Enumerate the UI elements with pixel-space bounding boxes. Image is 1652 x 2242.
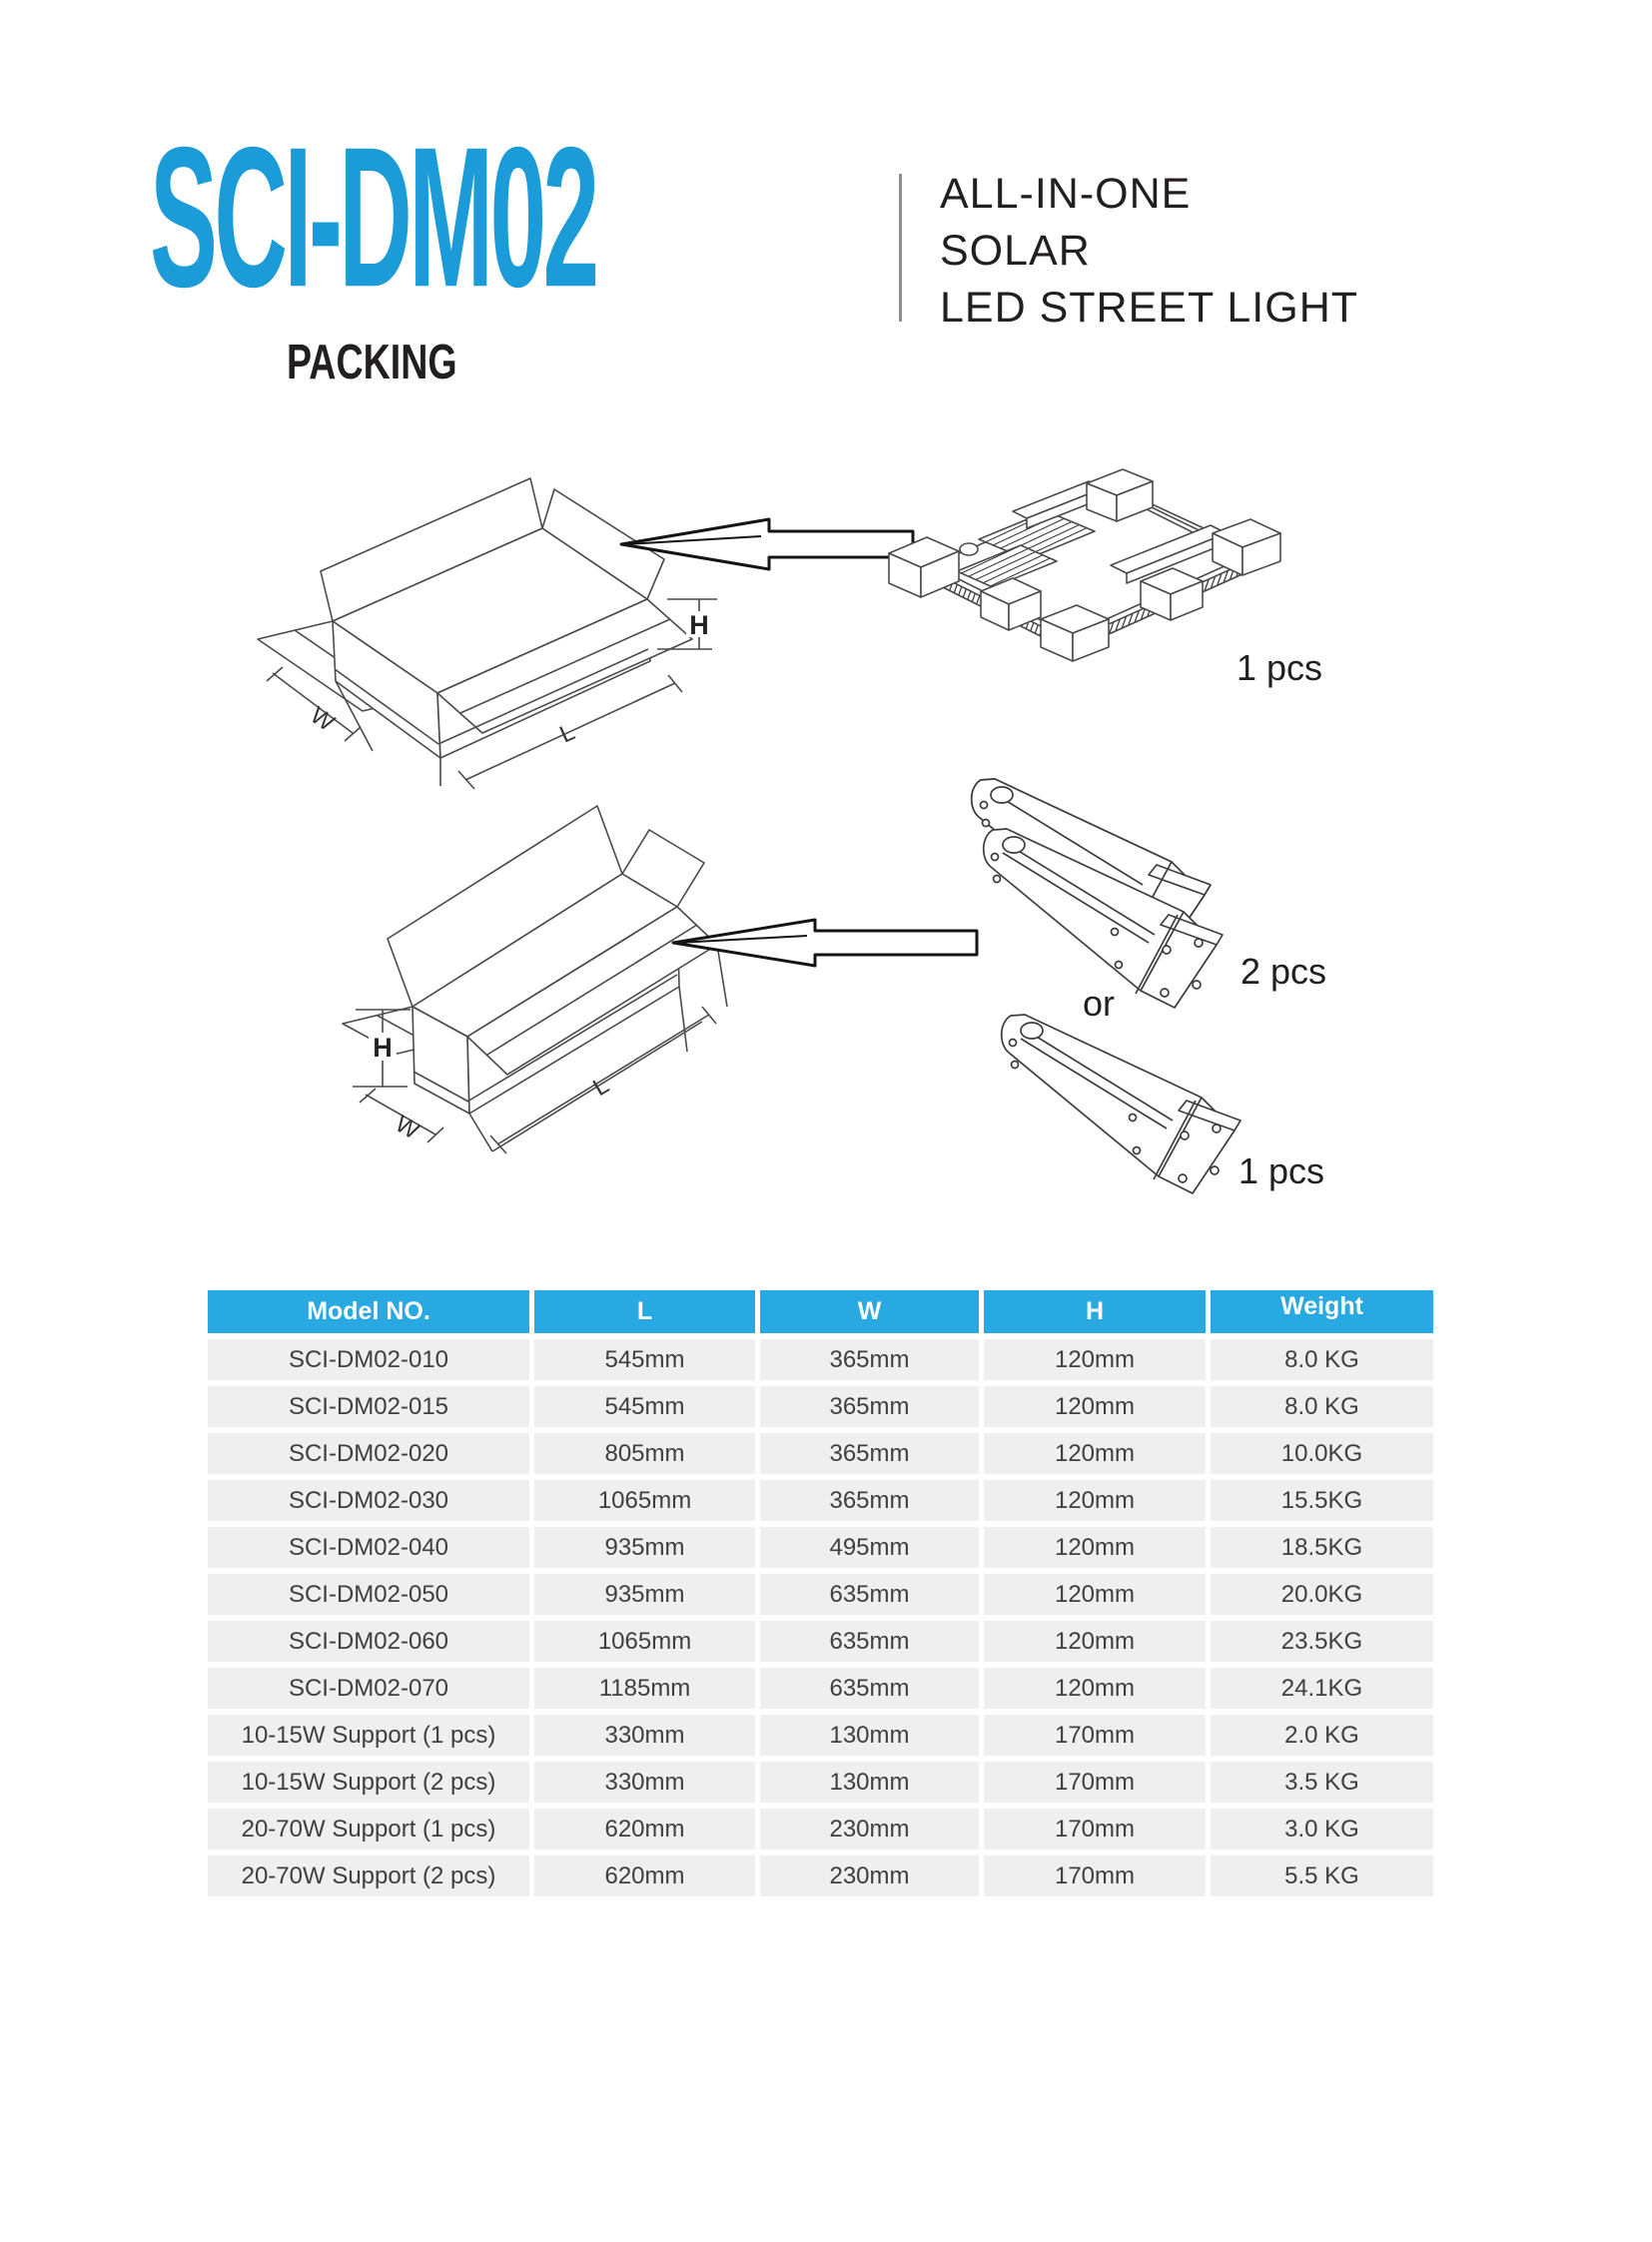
cell-h: 120mm bbox=[984, 1339, 1206, 1380]
cell-w: 230mm bbox=[760, 1809, 979, 1850]
cell-l: 1185mm bbox=[534, 1668, 755, 1709]
cell-model: SCI-DM02-010 bbox=[208, 1339, 529, 1380]
table-row bbox=[208, 1339, 1433, 1380]
col-header-weight: Weight bbox=[1211, 1290, 1433, 1333]
box2-h-label: H bbox=[373, 1033, 393, 1063]
cell-h: 120mm bbox=[984, 1386, 1206, 1427]
cell-weight: 15.5KG bbox=[1211, 1480, 1433, 1521]
cell-weight: 24.1KG bbox=[1211, 1668, 1433, 1709]
cell-model: SCI-DM02-050 bbox=[208, 1574, 529, 1615]
table-row bbox=[208, 1574, 1433, 1615]
header-divider bbox=[899, 174, 902, 322]
cell-model: SCI-DM02-070 bbox=[208, 1668, 529, 1709]
cell-h: 120mm bbox=[984, 1433, 1206, 1474]
cell-weight: 20.0KG bbox=[1211, 1574, 1433, 1615]
col-header-model: Model NO. bbox=[208, 1290, 529, 1333]
cell-l: 620mm bbox=[534, 1809, 755, 1850]
table-row bbox=[208, 1762, 1433, 1803]
cell-w: 130mm bbox=[760, 1715, 979, 1756]
box1-w-label: W bbox=[305, 701, 340, 737]
cell-w: 230mm bbox=[760, 1856, 979, 1896]
cell-h: 170mm bbox=[984, 1809, 1206, 1850]
cell-weight: 3.5 KG bbox=[1211, 1762, 1433, 1803]
cell-weight: 3.0 KG bbox=[1211, 1809, 1433, 1850]
cell-h: 120mm bbox=[984, 1480, 1206, 1521]
box2-l-label: L bbox=[588, 1072, 614, 1103]
carton-box-drawing-1 bbox=[253, 451, 722, 816]
cell-h: 170mm bbox=[984, 1762, 1206, 1803]
bracket-pair-qty-label: 2 pcs bbox=[1240, 951, 1327, 992]
cell-weight: 8.0 KG bbox=[1211, 1386, 1433, 1427]
cell-h: 120mm bbox=[984, 1621, 1206, 1662]
subtitle-line-2: SOLAR bbox=[940, 227, 1091, 275]
cell-h: 170mm bbox=[984, 1715, 1206, 1756]
cell-l: 545mm bbox=[534, 1339, 755, 1380]
subtitle-line-1: ALL-IN-ONE bbox=[940, 170, 1192, 218]
box2-w-label: W bbox=[391, 1110, 424, 1145]
cell-w: 365mm bbox=[760, 1386, 979, 1427]
cell-l: 935mm bbox=[534, 1527, 755, 1568]
cell-l: 330mm bbox=[534, 1715, 755, 1756]
cell-w: 365mm bbox=[760, 1433, 979, 1474]
cell-l: 935mm bbox=[534, 1574, 755, 1615]
cell-model: 10-15W Support (2 pcs) bbox=[208, 1762, 529, 1803]
cell-weight: 2.0 KG bbox=[1211, 1715, 1433, 1756]
box1-h-label: H bbox=[689, 610, 709, 640]
table-row bbox=[208, 1386, 1433, 1427]
product-qty-label: 1 pcs bbox=[1237, 647, 1323, 688]
cell-weight: 23.5KG bbox=[1211, 1621, 1433, 1662]
table-header-row bbox=[208, 1290, 1433, 1333]
page-title: SCI-DM02 bbox=[150, 105, 596, 330]
street-light-package-drawing bbox=[861, 467, 1285, 717]
cell-model: SCI-DM02-030 bbox=[208, 1480, 529, 1521]
cell-model: 20-70W Support (1 pcs) bbox=[208, 1809, 529, 1850]
cell-w: 365mm bbox=[760, 1339, 979, 1380]
cell-l: 330mm bbox=[534, 1762, 755, 1803]
cell-w: 635mm bbox=[760, 1668, 979, 1709]
or-label: or bbox=[1083, 983, 1116, 1024]
cell-w: 635mm bbox=[760, 1574, 979, 1615]
table-row bbox=[208, 1621, 1433, 1662]
table-row bbox=[208, 1668, 1433, 1709]
col-header-w: W bbox=[760, 1290, 979, 1333]
cell-weight: 10.0KG bbox=[1211, 1433, 1433, 1474]
box1-l-label: L bbox=[555, 718, 579, 749]
cell-weight: 18.5KG bbox=[1211, 1527, 1433, 1568]
table-row bbox=[208, 1856, 1433, 1896]
table-row bbox=[208, 1809, 1433, 1850]
table-row bbox=[208, 1715, 1433, 1756]
table-row bbox=[208, 1480, 1433, 1521]
cell-w: 365mm bbox=[760, 1480, 979, 1521]
cell-model: SCI-DM02-015 bbox=[208, 1386, 529, 1427]
cell-h: 120mm bbox=[984, 1668, 1206, 1709]
cell-l: 545mm bbox=[534, 1386, 755, 1427]
table-row bbox=[208, 1527, 1433, 1568]
cell-model: SCI-DM02-060 bbox=[208, 1621, 529, 1662]
cell-l: 805mm bbox=[534, 1433, 755, 1474]
cell-h: 120mm bbox=[984, 1574, 1206, 1615]
cell-w: 635mm bbox=[760, 1621, 979, 1662]
cell-model: 10-15W Support (1 pcs) bbox=[208, 1715, 529, 1756]
cell-l: 1065mm bbox=[534, 1621, 755, 1662]
carton-box-drawing-2 bbox=[338, 797, 812, 1216]
packing-table bbox=[203, 1284, 1438, 1902]
section-heading: PACKING bbox=[287, 334, 457, 389]
cell-model: SCI-DM02-020 bbox=[208, 1433, 529, 1474]
product-subtitle bbox=[940, 166, 1358, 337]
bracket-single-qty-label: 1 pcs bbox=[1239, 1150, 1325, 1191]
col-header-h: H bbox=[984, 1290, 1206, 1333]
cell-weight: 5.5 KG bbox=[1211, 1856, 1433, 1896]
cell-l: 1065mm bbox=[534, 1480, 755, 1521]
packing-arrow-icon bbox=[665, 913, 987, 975]
subtitle-line-3: LED STREET LIGHT bbox=[940, 284, 1359, 332]
cell-w: 130mm bbox=[760, 1762, 979, 1803]
cell-w: 495mm bbox=[760, 1527, 979, 1568]
cell-h: 170mm bbox=[984, 1856, 1206, 1896]
table-row bbox=[208, 1433, 1433, 1474]
cell-l: 620mm bbox=[534, 1856, 755, 1896]
pole-bracket-single-drawing bbox=[987, 1001, 1251, 1210]
cell-h: 120mm bbox=[984, 1527, 1206, 1568]
cell-weight: 8.0 KG bbox=[1211, 1339, 1433, 1380]
col-header-l: L bbox=[534, 1290, 755, 1333]
cell-model: SCI-DM02-040 bbox=[208, 1527, 529, 1568]
cell-model: 20-70W Support (2 pcs) bbox=[208, 1856, 529, 1896]
